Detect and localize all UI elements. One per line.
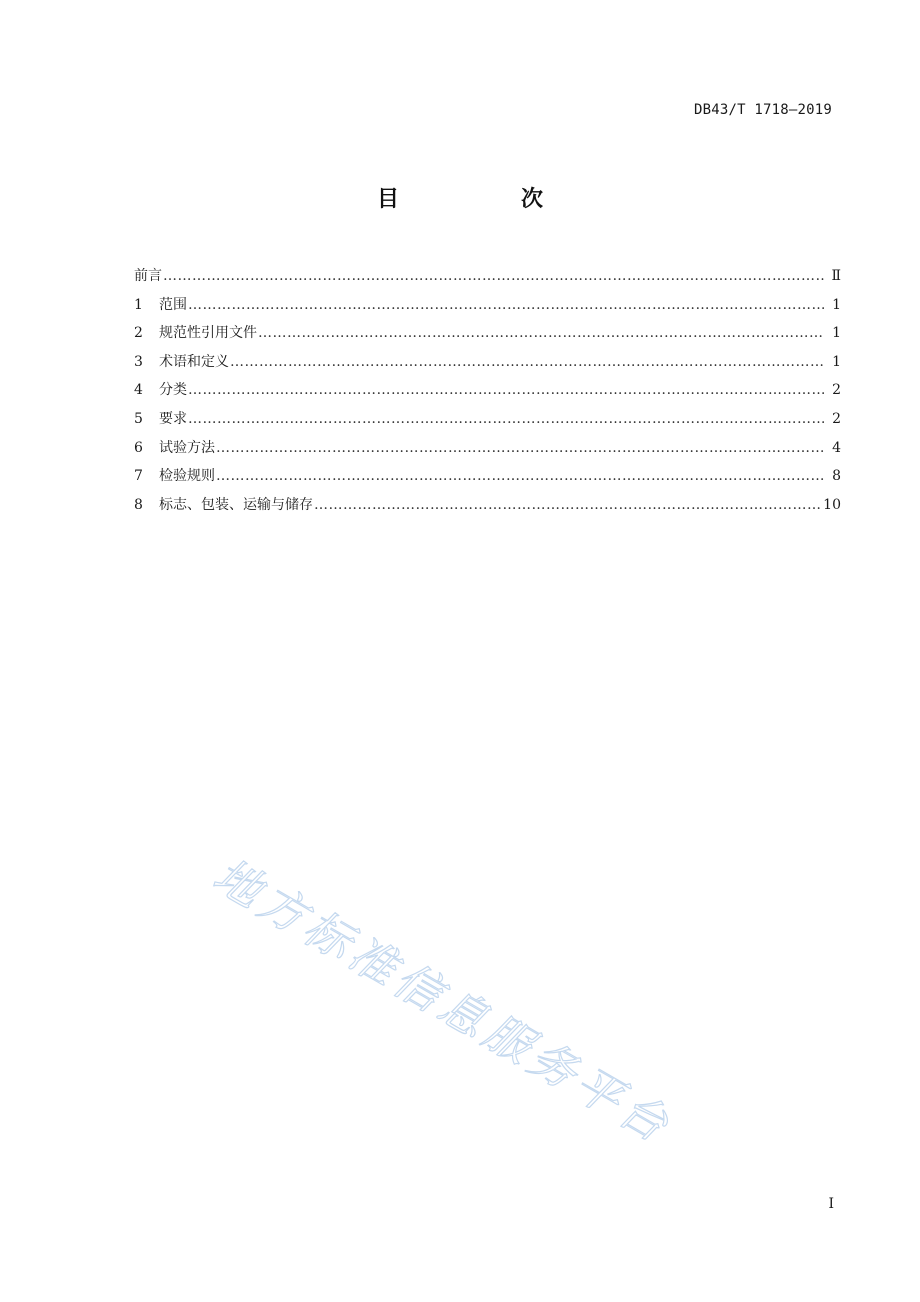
toc-entry-page: 2 bbox=[832, 382, 841, 399]
toc-title: 目 次 bbox=[376, 187, 593, 212]
toc-entry-label: 规范性引用文件 bbox=[159, 325, 257, 342]
page-number: I bbox=[828, 1196, 834, 1212]
toc-entry-label: 要求 bbox=[159, 410, 187, 427]
table-of-contents bbox=[134, 262, 841, 519]
toc-dot-leader bbox=[188, 405, 824, 434]
toc-dot-leader bbox=[216, 462, 824, 491]
standard-code: DB43/T 1718—2019 bbox=[693, 102, 832, 118]
toc-entry-label: 检验规则 bbox=[159, 468, 215, 485]
watermark-text: 地方标准信息服务平台 bbox=[204, 847, 682, 1155]
toc-entry-number: 1 bbox=[134, 296, 143, 313]
toc-entry-page: 8 bbox=[832, 468, 841, 485]
toc-entry-label: 范围 bbox=[159, 296, 187, 313]
toc-dot-leader bbox=[230, 348, 824, 377]
toc-entry-number: 4 bbox=[134, 382, 143, 399]
toc-entry-page: 1 bbox=[832, 325, 841, 342]
toc-entry-foreword[interactable] bbox=[134, 262, 841, 291]
toc-entry-number: 5 bbox=[134, 410, 143, 427]
toc-entry-number: 2 bbox=[134, 325, 143, 342]
toc-entry-scope[interactable] bbox=[134, 291, 841, 320]
toc-entry-number: 6 bbox=[134, 439, 143, 456]
toc-entry-number: 7 bbox=[134, 468, 143, 485]
toc-dot-leader bbox=[188, 376, 824, 405]
toc-entry-page: 4 bbox=[832, 439, 841, 456]
toc-entry-inspection-rules[interactable] bbox=[134, 462, 841, 491]
toc-dot-leader bbox=[216, 434, 824, 463]
toc-entry-page: 2 bbox=[832, 410, 841, 427]
toc-entry-number: 3 bbox=[134, 353, 143, 370]
toc-entry-page: Ⅱ bbox=[831, 268, 841, 284]
toc-entry-terms-definitions[interactable] bbox=[134, 348, 841, 377]
toc-entry-page: 1 bbox=[832, 296, 841, 313]
toc-entry-label: 分类 bbox=[159, 382, 187, 399]
toc-entry-page: 10 bbox=[823, 496, 841, 513]
toc-entry-page: 1 bbox=[832, 353, 841, 370]
toc-entry-number: 8 bbox=[134, 496, 143, 513]
toc-entry-label: 术语和定义 bbox=[159, 353, 229, 370]
toc-entry-label: 试验方法 bbox=[159, 439, 215, 456]
toc-entry-label: 标志、包装、运输与储存 bbox=[159, 496, 313, 513]
toc-entry-classification[interactable] bbox=[134, 376, 841, 405]
toc-entry-test-methods[interactable] bbox=[134, 434, 841, 463]
toc-dot-leader bbox=[314, 491, 820, 520]
toc-entry-requirements[interactable] bbox=[134, 405, 841, 434]
toc-dot-leader bbox=[188, 291, 824, 320]
toc-entry-label: 前言 bbox=[134, 268, 162, 284]
toc-entry-normative-references[interactable] bbox=[134, 319, 841, 348]
toc-dot-leader bbox=[258, 319, 824, 348]
toc-dot-leader bbox=[163, 262, 824, 291]
toc-entry-marking-packaging[interactable] bbox=[134, 491, 841, 520]
